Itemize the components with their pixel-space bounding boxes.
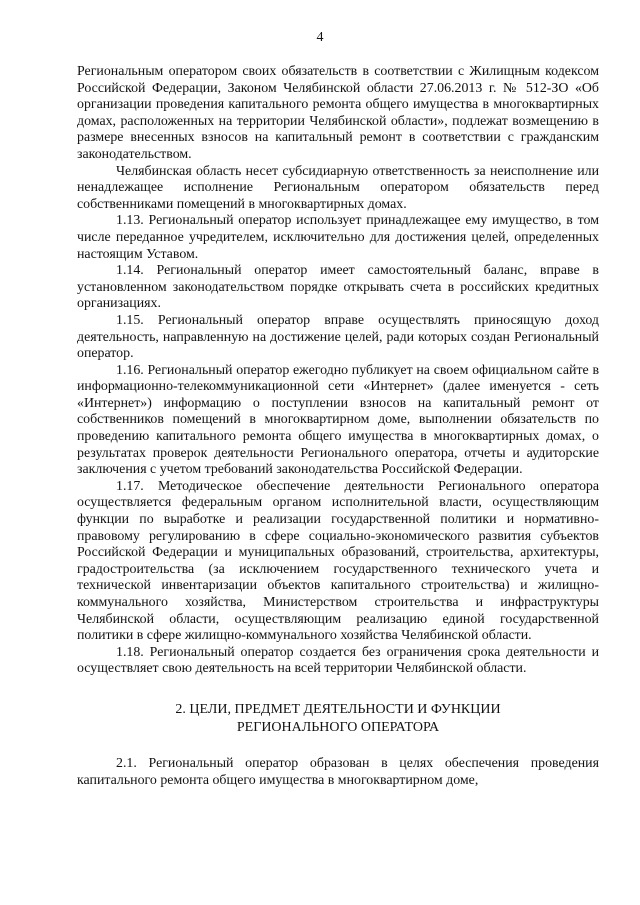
document-body [77, 64, 599, 789]
paragraph-1-17: 1.17. Методическое обеспечение деятельности Регионального оператора осуществляется федеральным органом исполнительной власти, осуществляющим функции по выработке и реализации государственной политики и нормативно-правовому регулированию в сфере социально-экономического развития субъектов Российской Федерации и муниципальных образований, строительства, архитектуры, градостроительства (за исключением государственного технического учета и технической инвентаризации объектов капитального строительства) и жилищно-коммунального хозяйства, Министерством строительства и инфраструктуры Челябинской области, осуществляющим реализацию единой государственной политики в сфере жилищно-коммунального хозяйства Челябинской области. [77, 478, 599, 644]
section-heading-line-1: 2. ЦЕЛИ, ПРЕДМЕТ ДЕЯТЕЛЬНОСТИ И ФУНКЦИИ [175, 701, 501, 717]
paragraph-continuation: Региональным оператором своих обязательств в соответствии с Жилищным кодексом Российской Федерации, Законом Челябинской области 27.06.2013 г. № 512-ЗО «Об организации проведения капитального ремонта общего имущества в многоквартирных домах, расположенных на территории Челябинской области», подлежат возмещению в размере внесенных взносов на капитальный ремонт в соответствии с гражданским законодательством. [77, 64, 599, 162]
paragraph-1-14: 1.14. Региональный оператор имеет самостоятельный баланс, вправе в установленном законодательством порядке открывать счета в российских кредитных организациях. [77, 263, 599, 312]
section-heading-line-2: РЕГИОНАЛЬНОГО ОПЕРАТОРА [236, 719, 440, 735]
paragraph-1-16: 1.16. Региональный оператор ежегодно публикует на своем официальном сайте в информационно-телекоммуникационной сети «Интернет» (далее именуется - сеть «Интернет») информацию о поступлении взносов на капитальный ремонт от собственников помещений в многоквартирном доме, выполнении обязательств по проведению капитального ремонта общего имущества в многоквартирных домах, о результатах проверок деятельности Регионального оператора, отчеты и аудиторские заключения с учетом требований законодательства Российской Федерации. [77, 362, 599, 478]
page-number: 4 [316, 30, 324, 45]
paragraph-1-15: 1.15. Региональный оператор вправе осуществлять приносящую доход деятельность, направленную на достижение целей, ради которых создан Региональный оператор. [77, 312, 599, 362]
paragraph-1-18: 1.18. Региональный оператор создается без ограничения срока деятельности и осуществляет свою деятельность на всей территории Челябинской области. [77, 644, 599, 677]
paragraph-1-13: 1.13. Региональный оператор использует принадлежащее ему имущество, в том числе переданное учредителем, исключительно для достижения целей, определенных настоящим Уставом. [77, 213, 599, 262]
section-heading [77, 701, 599, 737]
paragraph-2-1: 2.1. Региональный оператор образован в целях обеспечения проведения капитального ремонта общего имущества в многоквартирном доме, [77, 755, 599, 788]
paragraph-subsidiary-liability: Челябинская область несет субсидиарную ответственность за неисполнение или ненадлежащее исполнение Региональным оператором обязательств перед собственниками помещений в многоквартирных домах. [77, 163, 599, 212]
